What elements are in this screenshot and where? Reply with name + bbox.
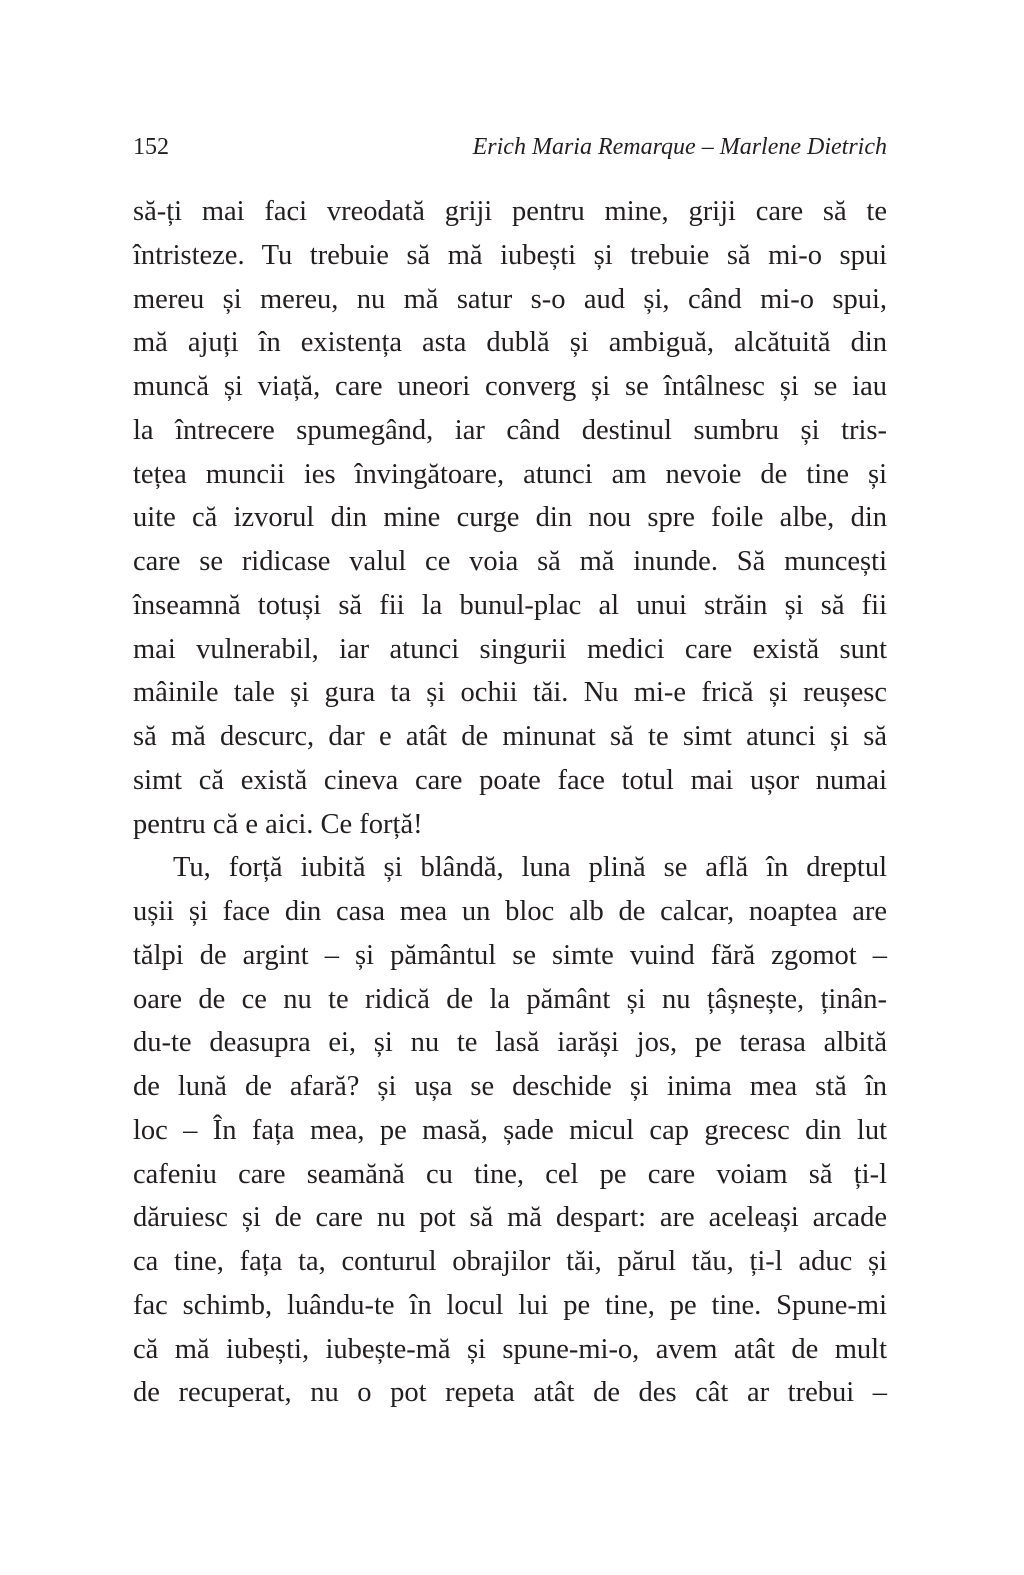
text-line: muncă și viață, care uneori converg și se întâlnesc și se iau <box>133 371 887 402</box>
text-line: ușii și face din casa mea un bloc alb de calcar, noaptea are <box>133 896 887 927</box>
text-line: loc – În fața mea, pe masă, șade micul cap grecesc din lut <box>133 1114 887 1146</box>
page-body <box>133 190 887 1415</box>
text-line: oare de ce nu te ridică de la pământ și nu țâșnește, ținân- <box>133 983 887 1015</box>
text-line: mâinile tale și gura ta și ochii tăi. Nu mi-e frică și reușesc <box>133 677 887 709</box>
text-line: uite că izvorul din mine curge din nou spre foile albe, din <box>133 502 887 534</box>
text-line: înseamnă totuși să fii la bunul-plac al unui străin și să fii <box>133 589 887 621</box>
text-line: tețea muncii ies învingătoare, atunci am nevoie de tine și <box>133 458 887 490</box>
text-line: mereu și mereu, nu mă satur s-o aud și, când mi-o spui, <box>133 283 887 315</box>
text-line: fac schimb, luându-te în locul lui pe tine, pe tine. Spune-mi <box>133 1289 887 1321</box>
running-header <box>133 134 887 168</box>
page-number: 152 <box>133 134 169 160</box>
text-line: că mă iubești, iubește-mă și spune-mi-o, avem atât de mult <box>133 1333 887 1365</box>
text-line: să-ți mai faci vreodată griji pentru mine, griji care să te <box>133 196 887 227</box>
text-line: la întrecere spumegând, iar când destinul sumbru și tris- <box>133 414 887 446</box>
text-line: de recuperat, nu o pot repeta atât de des cât ar trebui – <box>133 1377 887 1409</box>
text-line: Tu, forță iubită și blândă, luna plină se află în dreptul <box>173 852 887 884</box>
text-line: pentru că e aici. Ce forță! <box>133 808 423 840</box>
text-line: tălpi de argint – și pământul se simte vuind fără zgomot – <box>133 939 887 971</box>
text-line: care se ridicase valul ce voia să mă inunde. Să muncești <box>133 546 887 577</box>
text-line: de lună de afară? și ușa se deschide și inima mea stă în <box>133 1071 887 1102</box>
paragraph <box>133 846 887 1415</box>
text-line: întristeze. Tu trebuie să mă iubești și trebuie să mi-o spui <box>133 239 887 271</box>
paragraph <box>133 190 887 846</box>
text-line: du-te deasupra ei, și nu te lasă iarăși jos, pe terasa albită <box>133 1027 887 1059</box>
text-line: să mă descurc, dar e atât de minunat să te simt atunci și să <box>133 721 887 752</box>
text-line: mai vulnerabil, iar atunci singurii medici care există sunt <box>133 633 887 665</box>
running-title: Erich Maria Remarque – Marlene Dietrich <box>472 134 887 160</box>
text-line: ca tine, fața ta, conturul obrajilor tăi, părul tău, ți-l aduc și <box>133 1246 887 1277</box>
text-line: mă ajuți în existența asta dublă și ambiguă, alcătuită din <box>133 327 887 359</box>
text-line: cafeniu care seamănă cu tine, cel pe care voiam să ți-l <box>133 1158 887 1190</box>
text-line: simt că există cineva care poate face totul mai ușor numai <box>133 764 887 796</box>
text-line: dăruiesc și de care nu pot să mă despart: are aceleași arcade <box>133 1202 887 1234</box>
